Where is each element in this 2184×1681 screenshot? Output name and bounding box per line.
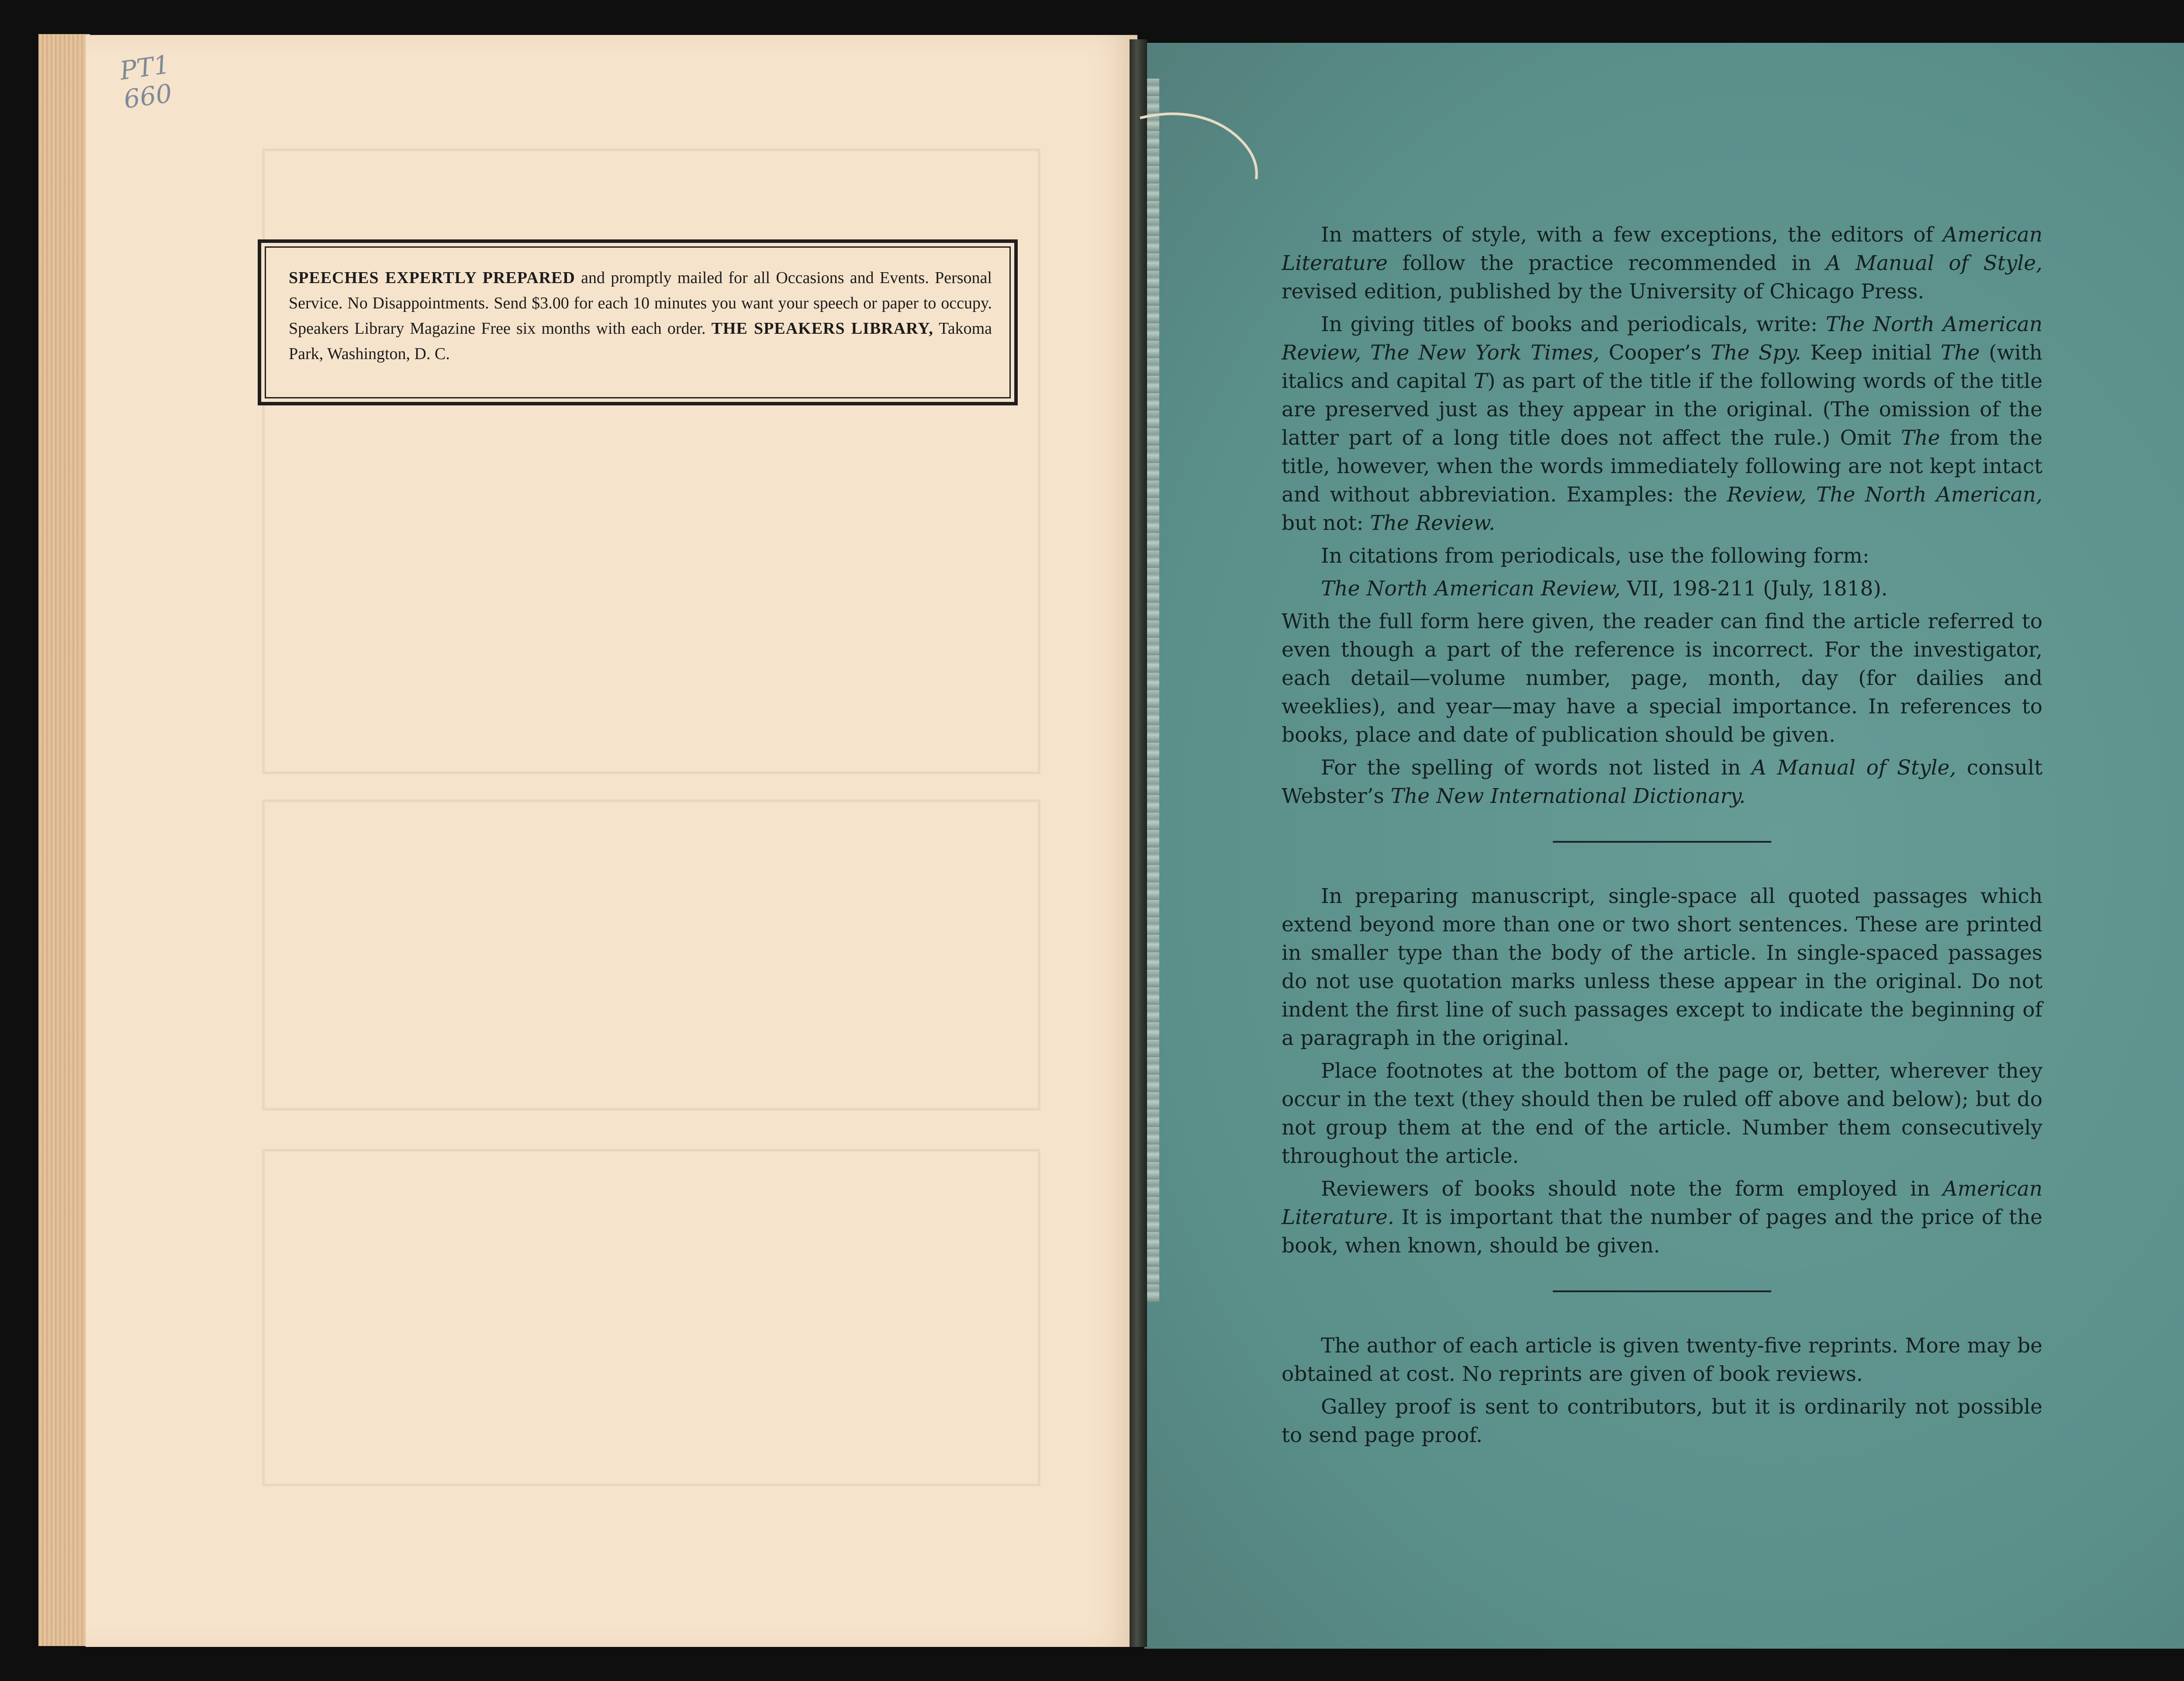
- advertisement-text: [265, 246, 1011, 398]
- ad-publisher: THE SPEAKERS LIBRARY,: [711, 319, 933, 338]
- bleed-through-frame: [262, 1149, 1040, 1486]
- ad-headline: SPEECHES EXPERTLY PREPARED: [289, 269, 575, 287]
- bleed-through-frame: [262, 799, 1040, 1110]
- speeches-advertisement: [258, 239, 1018, 405]
- style-guide-text: [1282, 221, 2042, 1454]
- section-divider: [1553, 841, 1771, 843]
- handwritten-line: 660: [122, 78, 174, 114]
- paragraph: In giving titles of books and periodicals, write: The North American Review, The New York Times, Cooper’s The Spy. Keep initial The (with italics and capital T) as part of the title if the following words of the title are preserved just as they appear in the original. (The omission of the latter part of a long title does not affect the rule.) Omit The from the title, however, when the words immediately following are not kept intact and without abbreviation. Examples: the Review, The North American, but not: The Review.: [1282, 312, 2043, 535]
- paragraph: The author of each article is given twenty-five reprints. More may be obtained at cost. No reprints are given of book reviews.: [1282, 1334, 2042, 1386]
- section-divider: [1553, 1290, 1771, 1292]
- paragraph: In citations from periodicals, use the following form:: [1321, 544, 1870, 568]
- ad-body: and promptly mailed for all Occasions and Events. Personal Service. No Disappointments. Send $3.00 for each 10 minutes you want your speech or paper to occupy. Speakers Library Magazine Free six months with each order.: [289, 269, 992, 338]
- page-block-edge: [38, 34, 90, 1646]
- citation-example: The North American Review, VII, 198-211 (July, 1818).: [1321, 577, 1888, 601]
- handwritten-line: PT1: [117, 49, 172, 86]
- paragraph: Reviewers of books should note the form employed in American Literature. It is important that the number of pages and the price of the book, when known, should be given.: [1282, 1177, 2042, 1258]
- paragraph: Galley proof is sent to contributors, but it is ordinarily not possible to send page proof.: [1282, 1395, 2042, 1447]
- paragraph: Place footnotes at the bottom of the page or, better, wherever they occur in the text (they should then be ruled off above and below); but do not group them at the end of the article. Number them consecutively throughout the article.: [1282, 1059, 2042, 1168]
- binding-thread: [1136, 100, 1267, 188]
- paragraph: With the full form here given, the reader can find the article referred to even though a part of the reference is incorrect. For the investigator, each detail—volume number, page, month, day (for dailies and weeklies), and year—may have a special importance. In references to books, place and date of publication should be given.: [1282, 609, 2042, 747]
- paragraph: In preparing manuscript, single-space all quoted passages which extend beyond more than one or two short sentences. These are printed in smaller type than the body of the article. In single-spaced passages do not use quotation marks unless these appear in the original. Do not indent the first line of such passages except to indicate the beginning of a paragraph in the original.: [1282, 884, 2042, 1050]
- book-gutter: [1130, 39, 1147, 1647]
- paragraph: In matters of style, with a few exceptions, the editors of American Literature follow the practice recommended in A Manual of Style, revised edition, published by the University of Chicago Press.: [1282, 223, 2042, 304]
- ad-address: Takoma Park, Washington, D. C.: [289, 319, 992, 363]
- handwritten-call-number: [118, 50, 176, 114]
- paragraph: For the spelling of words not listed in A Manual of Style, consult Webster’s The New International Dictionary.: [1282, 756, 2042, 808]
